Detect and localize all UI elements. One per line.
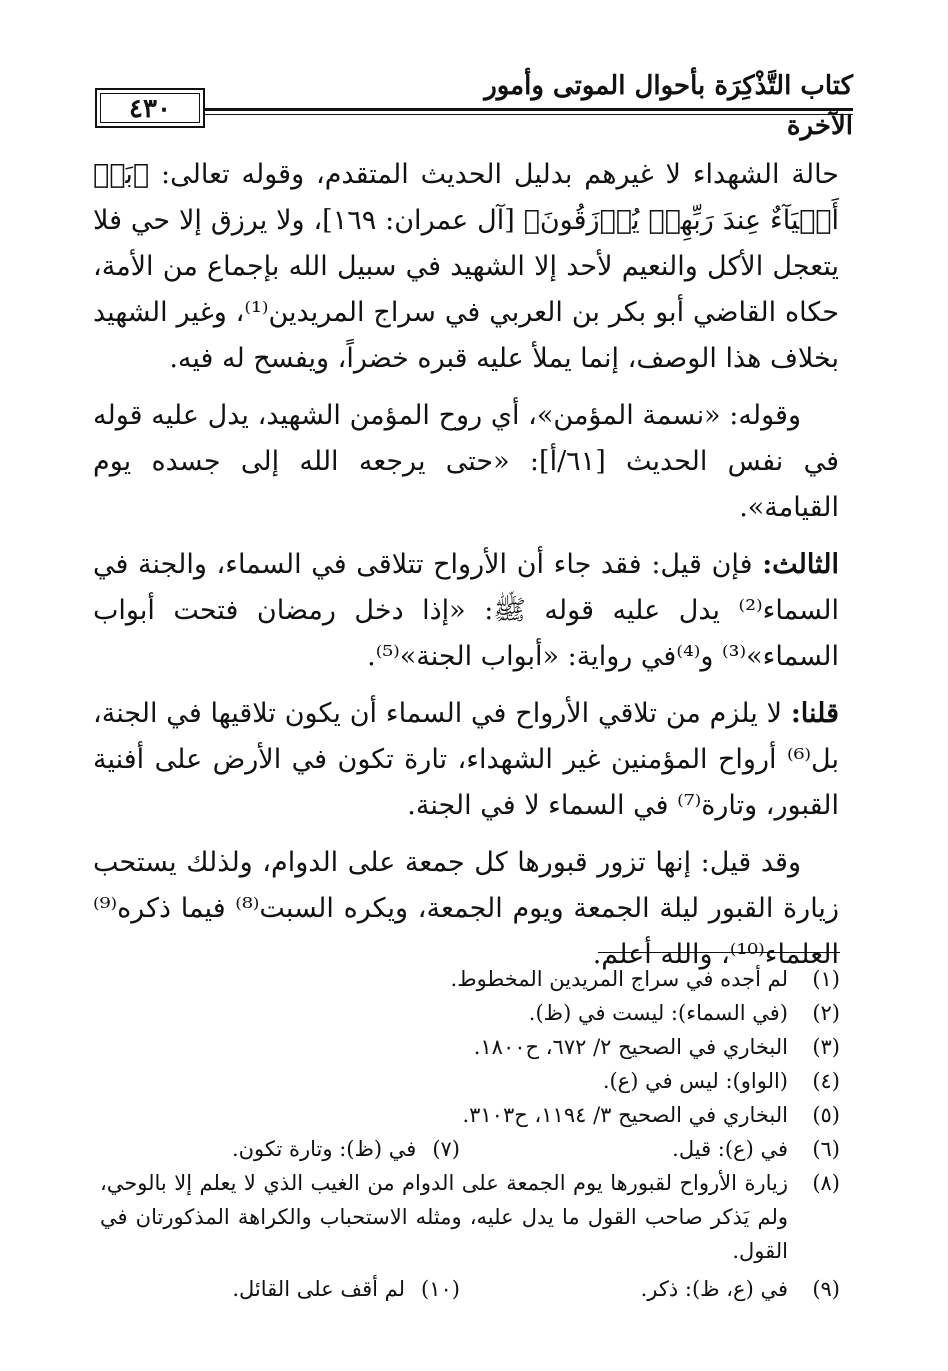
footnote-text: البخاري في الصحيح ٣/ ١١٩٤، ح٣١٠٣.	[462, 1103, 788, 1127]
paragraph-1: حالة الشهداء لا غيرهم بدليل الحديث المتقدم، وقوله تعالى: ﴿بَلۡ أَحۡيَآءٌ عِندَ رَبِّهِمۡ يُرۡزَقُونَ﴾ [آل عمران: ١٦٩]، ولا يرزق إلا حي فلا يتعجل الأكل والنعيم لأحد إلا الشهيد في سبيل الله بإجماع من الأمة، حكاه القاضي أبو بكر بن العربي في سراج المريدين⁽¹⁾، وغير الشهيد بخلاف هذا الوصف، إنما يملأ عليه قبره خضراً، ويفسح له فيه.	[93, 159, 839, 374]
running-header-title: كتاب التَّذْكِرَة بأحوال الموتى وأمور الآخرة	[484, 71, 853, 141]
lead-word-qulna: قلنا:	[790, 698, 839, 729]
footnote-number: (٥)	[812, 1103, 840, 1127]
paragraph-2: وقوله: «نسمة المؤمن»، أي روح المؤمن الشهيد، يدل عليه قوله في نفس الحديث [٦١/أ]: «حتى يرجعه الله إلى جسده يوم القيامة».	[93, 400, 839, 523]
footnote-text: لم أقف على القائل.	[232, 1277, 406, 1301]
header-rule-thin	[97, 114, 853, 115]
footnote-number: (٤)	[812, 1069, 840, 1093]
footnote	[100, 1030, 840, 1064]
footnote-text: زيارة الأرواح لقبورها يوم الجمعة على الدوام من الغيب الذي لا يعلم إلا بالوحي، ولم يَذكر صاحب القول ما يدل عليه، ومثله الاستحباب والكراهة المذكورتان في القول.	[100, 1171, 788, 1263]
paragraph-3-text: فإن قيل: فقد جاء أن الأرواح تتلاقى في السماء، والجنة في السماء⁽²⁾ يدل عليه قوله ﷺ: «إذا دخل رمضان فتحت أبواب السماء»⁽³⁾ و⁽⁴⁾في رواية: «أبواب الجنة»⁽⁵⁾.	[93, 549, 839, 672]
footnote-text: في (ع): قيل.	[672, 1137, 788, 1161]
footnote	[100, 1098, 840, 1132]
footnote-number: (٨)	[812, 1171, 840, 1195]
page-number-box	[95, 88, 205, 128]
footnote-pair	[100, 1272, 840, 1306]
footnote-text: لم أجده في سراج المريدين المخطوط.	[450, 967, 788, 991]
main-text	[93, 152, 839, 989]
paragraph-3	[93, 542, 839, 680]
paragraph-5: وقد قيل: إنها تزور قبورها كل جمعة على الدوام، ولذلك يستحب زيارة القبور ليلة الجمعة ويوم الجمعة، ويكره السبت⁽⁸⁾ فيما ذكره⁽⁹⁾ العلماء⁽¹⁰⁾، والله أعلم.	[93, 847, 839, 970]
footnote	[672, 1132, 840, 1166]
lead-word-third: الثالث:	[762, 549, 839, 580]
footnote-number: (٧)	[432, 1137, 460, 1161]
footnote-text: في (ع، ظ): ذكر.	[640, 1277, 788, 1301]
footnote-number: (٢)	[812, 1001, 840, 1025]
footnote-number: (١٠)	[421, 1277, 460, 1301]
footnotes	[100, 962, 840, 1306]
footnote-text: (في السماء): ليست في (ظ).	[528, 1001, 788, 1025]
footnote-text: (الواو): ليس في (ع).	[602, 1069, 788, 1093]
footnote-number: (٩)	[812, 1277, 840, 1301]
footnote	[641, 1272, 840, 1306]
footnote	[232, 1272, 460, 1306]
page-number: ٤٣٠	[129, 94, 171, 124]
footnote-number: (٣)	[812, 1035, 840, 1059]
footnote	[100, 1166, 840, 1268]
footnote-number: (١)	[812, 967, 840, 991]
footnote	[100, 996, 840, 1030]
footnote-pair	[100, 1132, 840, 1166]
paragraph-4-text: لا يلزم من تلاقي الأرواح في السماء أن يكون تلاقيها في الجنة، بل⁽⁶⁾ أرواح المؤمنين غير الشهداء، تارة تكون في الأرض على أفنية القبور، وتارة⁽⁷⁾ في السماء لا في الجنة.	[93, 698, 839, 821]
footnote	[100, 962, 840, 996]
footnote-number: (٦)	[812, 1137, 840, 1161]
header-rule	[97, 108, 853, 111]
footnote-text: البخاري في الصحيح ٢/ ٦٧٢، ح١٨٠٠.	[473, 1035, 788, 1059]
footnote-separator	[598, 952, 840, 953]
paragraph-4	[93, 691, 839, 829]
footnote-text: في (ظ): وتارة تكون.	[231, 1137, 417, 1161]
footnote	[232, 1132, 460, 1166]
footnote	[100, 1064, 840, 1098]
